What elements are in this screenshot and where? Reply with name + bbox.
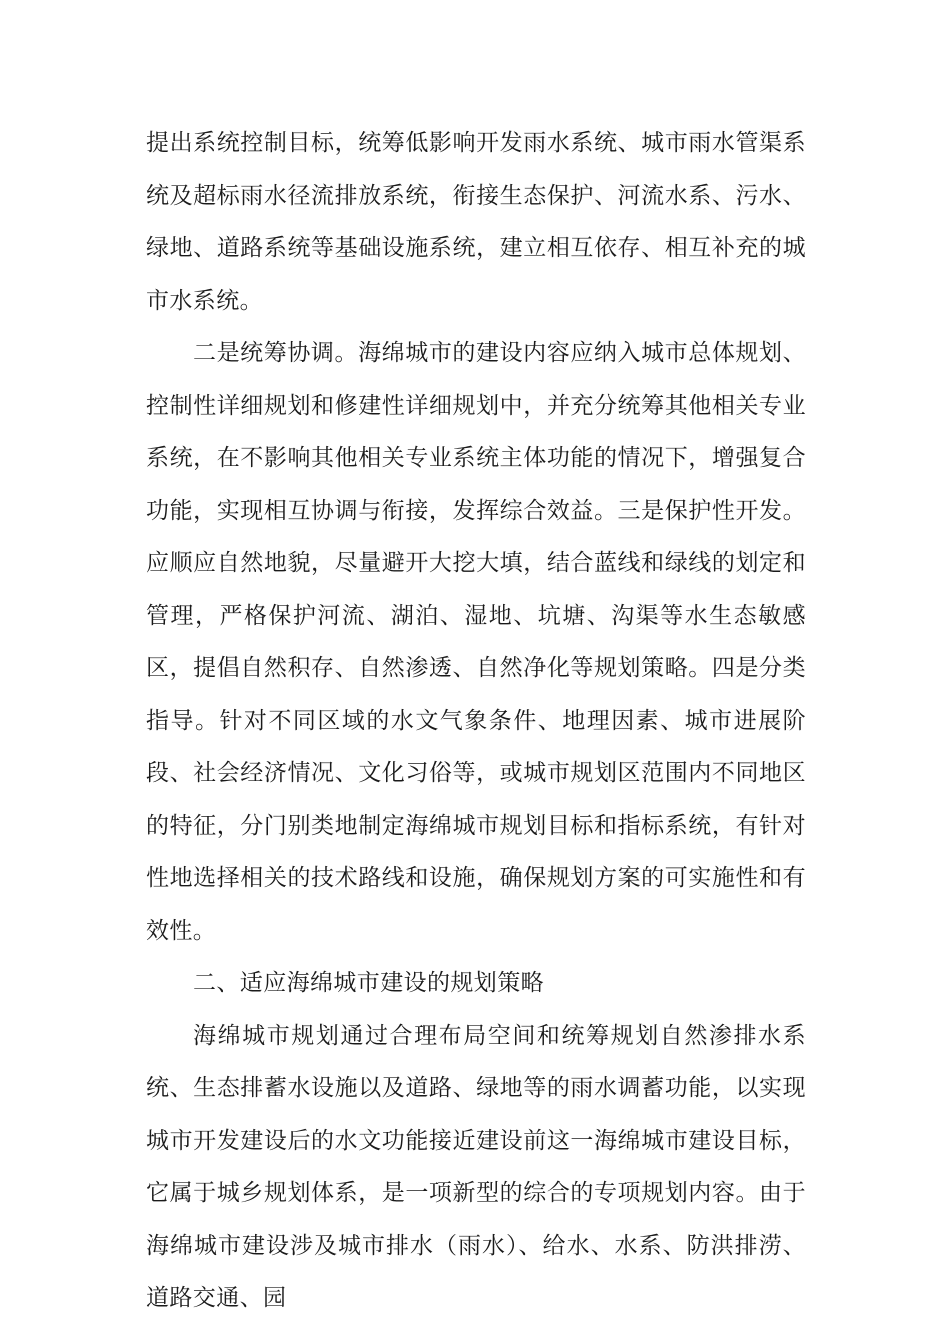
paragraph-continuation: 提出系统控制目标，统筹低影响开发雨水系统、城市雨水管渠系统及超标雨水径流排放系统，衔接生态保护、河流水系、污水、绿地、道路系统等基础设施系统，建立相互依存、相互补充的城市水系统。: [146, 130, 806, 314]
paragraph-strategy: 海绵城市规划通过合理布局空间和统筹规划自然渗排水系统、生态排蓄水设施以及道路、绿地等的雨水调蓄功能，以实现城市开发建设后的水文功能接近建设前这一海绵城市建设目标，它属于城乡规划体系，是一项新型的综合的专项规划内容。由于海绵城市建设涉及城市排水（雨水）、给水、水系、防洪排涝、道路交通、园: [146, 1022, 806, 1311]
paragraph-principles: 二是统筹协调。海绵城市的建设内容应纳入城市总体规划、控制性详细规划和修建性详细规划中，并充分统筹其他相关专业系统，在不影响其他相关专业系统主体功能的情况下，增强复合功能，实现相互协调与衔接，发挥综合效益。三是保护性开发。应顺应自然地貌，尽量避开大挖大填，结合蓝线和绿线的划定和管理，严格保护河流、湖泊、湿地、坑塘、沟渠等水生态敏感区，提倡自然积存、自然渗透、自然净化等规划策略。四是分类指导。针对不同区域的水文气象条件、地理因素、城市进展阶段、社会经济情况、文化习俗等，或城市规划区范围内不同地区的特征，分门别类地制定海绵城市规划目标和指标系统，有针对性地选择相关的技术路线和设施，确保规划方案的可实施性和有效性。: [146, 340, 806, 944]
body-text: [146, 117, 806, 1325]
section-heading: 二、适应海绵城市建设的规划策略: [193, 970, 544, 996]
